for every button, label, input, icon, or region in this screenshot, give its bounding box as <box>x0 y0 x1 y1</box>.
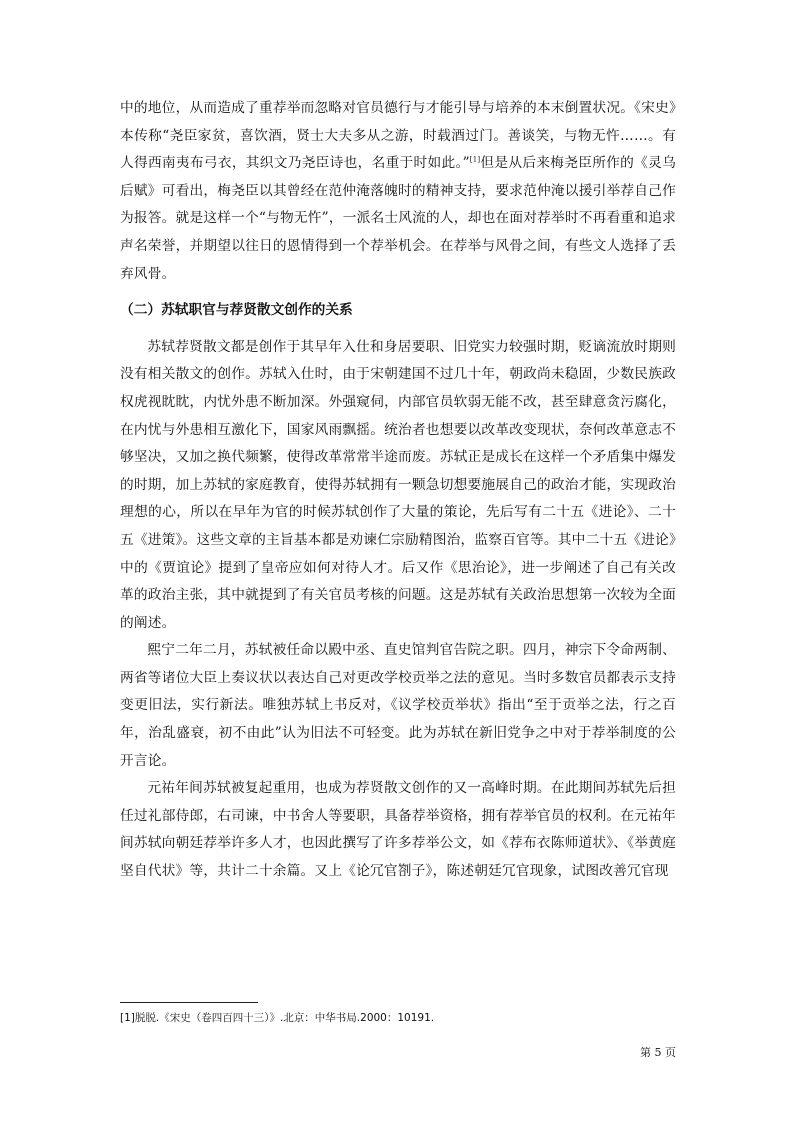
document-body <box>120 95 676 886</box>
paragraph-intro-after-note: 但是从后来梅尧臣所作的《灵乌后赋》可看出，梅尧臣以其曾经在范仲淹落魄时的精神支持，要求范仲淹以援引举荐自己作为报答。就是这样一个“与物无忤”，一派名士风流的人，却也在面对荐举时不再看重和追求声名荣誉，并期望以往日的恩情得到一个荐举机会。在荐举与风骨之间，有些文人选择了丢弃风骨。 <box>120 155 677 282</box>
footnote-text: [1]脱脱.《宋史（卷四百四十三）》.北京：中华书局.2000：10191. <box>120 1012 435 1024</box>
section-heading: （二）苏轼职官与荐贤散文创作的关系 <box>120 302 353 319</box>
paragraph-xining-era: 熙宁二年二月，苏轼被任命以殿中丞、直史馆判官告院之职。四月，神宗下令命两制、两省等诸位大臣上奏议状以表达自己对更改学校贡举之法的意见。当时多数官员都表示支持变更旧法，实行新法。唯独苏轼上书反对，《议学校贡举状》指出“至于贡举之法，行之百年，治乱盛衰，初不由此”认为旧法不可轻变。此为苏轼在新旧党争之中对于荐举制度的公开言论。 <box>120 642 676 769</box>
footnote-divider <box>120 1002 258 1003</box>
paragraph-intro-before-note: 中的地位，从而造成了重荐举而忽略对官员德行与才能引导与培养的本末倒置状况。《宋史》本传称“尧臣家贫，喜饮酒，贤士大夫多从之游，时载酒过门。善谈笑，与物无忤……。有人得西南夷布弓衣，其织文乃尧臣诗也，名重于时如此。” <box>120 100 676 172</box>
paragraph-yuanyou-era: 元祐年间苏轼被复起重用，也成为荐贤散文创作的又一高峰时期。在此期间苏轼先后担任过礼部侍郎，右司谏，中书舍人等要职，具备荐举资格，拥有荐举官员的权利。在元祐年间苏轼向朝廷荐举许多人才，也因此撰写了许多荐举公文，如《荐布衣陈师道状》、《举黄庭坚自代状》等，共计二十余篇。又上《论冗官劄子》，陈述朝廷冗官现象，试图改善冗官现 <box>120 780 676 880</box>
footnote-reference[interactable]: [1] <box>469 155 481 164</box>
paragraph-su-shi-early-career: 苏轼荐贤散文都是创作于其早年入仕和身居要职、旧党实力较强时期，贬谪流放时期则没有相关散文的创作。苏轼入仕时，由于宋朝建国不过几十年，朝政尚未稳固，少数民族政权虎视眈眈，内忧外患不断加深。外强窥伺，内部官员软弱无能不改，甚至肆意贪污腐化，在内忧与外患相互激化下，国家风雨飘摇。统治者也想要以改革改变现状，奈何改革意志不够坚决，又加之换代频繁，使得改革常常半途而废。苏轼正是成长在这样一个矛盾集中爆发的时期，加上苏轼的家庭教育，使得苏轼拥有一颗急切想要施展自己的政治才能，实现政治理想的心，所以在早年为官的时候苏轼创作了大量的策论，先后写有二十五《进论》、二十五《进策》。这些文章的主旨基本都是劝谏仁宗励精图治，监察百官等。其中二十五《进论》中的《贾谊论》提到了皇帝应如何对待人才。后又作《思治论》，进一步阐述了自己有关改革的政治主张，其中就提到了有关官员考核的问题。这是苏轼有关政治思想第一次较为全面的阐述。 <box>120 338 676 631</box>
page-number: 第 5 页 <box>640 1046 676 1059</box>
paragraph-intro <box>120 95 676 288</box>
